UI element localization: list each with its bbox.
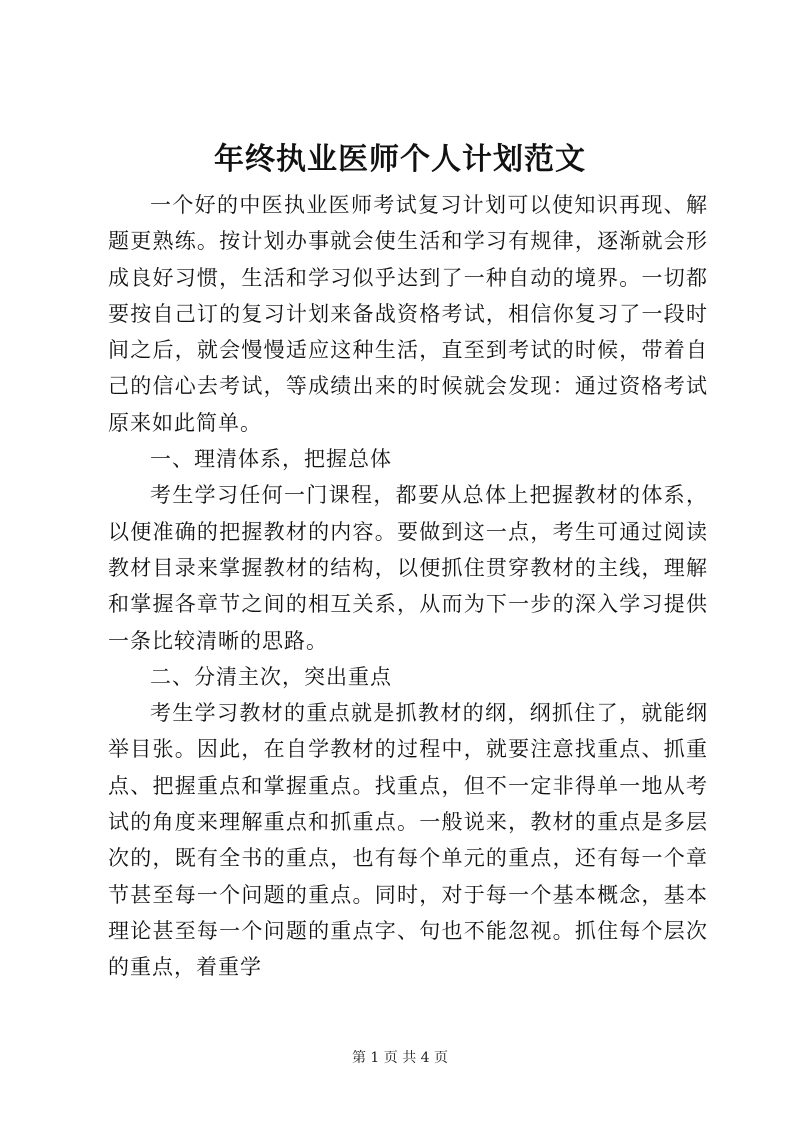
section-2-paragraph: 考生学习教材的重点就是抓教材的纲，纲抓住了，就能纲举目张。因此，在自学教材的过程中，就要注意找重点、抓重点、把握重点和掌握重点。找重点，但不一定非得单一地从考试的角度来理解重点和抓重点。一般说来，教材的重点是多层次的，既有全书的重点，也有每个单元的重点，还有每一个章节甚至每一个问题的重点。同时，对于每一个基本概念，基本理论甚至每一个问题的重点字、句也不能忽视。抓住每个层次的重点，着重学 (108, 701, 708, 980)
document-title: 年终执业医师个人计划范文 (214, 142, 586, 177)
page-number-footer: 第 1 页 共 4 页 (351, 1050, 449, 1066)
section-heading-1: 一、理清体系，把握总体 (150, 447, 392, 472)
document-body (108, 187, 708, 986)
intro-paragraph: 一个好的中医执业医师考试复习计划可以使知识再现、解题更熟练。按计划办事就会使生活和学习有规律，逐渐就会形成良好习惯，生活和学习似乎达到了一种自动的境界。一切都要按自己订的复习计划来备战资格考试，相信你复习了一段时间之后，就会慢慢适应这种生活，直至到考试的时候，带着自己的信心去考试，等成绩出来的时候就会发现：通过资格考试原来如此简单。 (108, 193, 708, 435)
section-1-paragraph: 考生学习任何一门课程，都要从总体上把握教材的体系，以便准确的把握教材的内容。要做到这一点，考生可通过阅读教材目录来掌握教材的结构，以便抓住贯穿教材的主线，理解和掌握各章节之间的相互关系，从而为下一步的深入学习提供一条比较清晰的思路。 (108, 483, 708, 653)
section-heading-2: 二、分清主次，突出重点 (150, 664, 392, 689)
